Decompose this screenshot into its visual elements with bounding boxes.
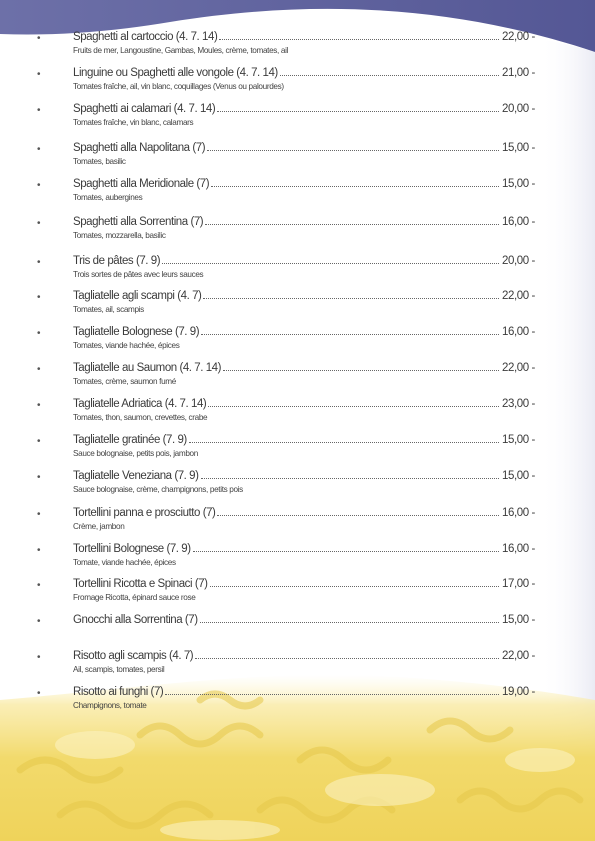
menu-item-row [73,178,535,190]
dish-price: 20,00 - [501,255,535,267]
dish-price: 17,00 - [501,578,535,590]
dish-name: Tagliatelle Veneziana (7. 9) [73,470,199,482]
dish-name: Tortellini panna e prosciutto (7) [73,507,216,519]
dish-name: Spaghetti alla Meridionale (7) [73,178,210,190]
dish-name: Spaghetti ai calamari (4. 7. 14) [73,103,216,115]
dot-leader [205,223,499,225]
menu-item [0,326,595,362]
menu-item-row [73,216,535,228]
menu-item-row [73,398,535,410]
dish-price: 15,00 - [501,142,535,154]
dish-name: Tris de pâtes (7. 9) [73,255,161,267]
dish-description: Tomates, aubergines [73,193,143,202]
bullet-icon: • [37,180,41,191]
menu-item [0,507,595,543]
dish-price: 16,00 - [501,507,535,519]
bullet-icon: • [37,218,41,229]
dish-name: Risotto agli scampis (4. 7) [73,650,194,662]
dish-description: Fromage Ricotta, épinard sauce rose [73,593,196,602]
menu-item-row [73,142,535,154]
menu-item-row [73,31,535,43]
dot-leader [223,369,499,371]
dish-description: Champignons, tomate [73,701,147,710]
dish-price: 15,00 - [501,470,535,482]
dish-description: Tomate, viande hachée, épices [73,558,176,567]
dish-description: Tomates fraîche, vin blanc, calamars [73,118,194,127]
dot-leader [201,477,499,479]
menu-item [0,434,595,470]
dish-price: 16,00 - [501,543,535,555]
dot-leader [208,405,499,407]
dot-leader [203,297,499,299]
dot-leader [193,550,499,552]
menu-item-row [73,470,535,482]
menu-item-row [73,614,535,626]
dish-description: Tomates, ail, scampis [73,305,144,314]
dot-leader [200,621,499,623]
dish-price: 16,00 - [501,326,535,338]
menu-item [0,216,595,252]
dish-price: 22,00 - [501,362,535,374]
dot-leader [162,262,499,264]
menu-item-row [73,686,535,698]
menu-item-row [73,290,535,302]
dish-name: Tagliatelle Bolognese (7. 9) [73,326,200,338]
dot-leader [210,585,499,587]
dish-name: Tagliatelle gratinée (7. 9) [73,434,187,446]
bullet-icon: • [37,33,41,44]
dot-leader [195,657,499,659]
menu-item [0,543,595,579]
dot-leader [217,514,499,516]
menu-item [0,614,595,650]
dish-description: Tomates, viande hachée, épices [73,341,180,350]
bullet-icon: • [37,364,41,375]
dish-description: Crème, jambon [73,522,125,531]
dot-leader [165,693,499,695]
menu-item [0,142,595,178]
dish-price: 16,00 - [501,216,535,228]
dish-price: 20,00 - [501,103,535,115]
dish-description: Tomates, thon, saumon, crevettes, crabe [73,413,208,422]
menu-item [0,178,595,214]
bullet-icon: • [37,257,41,268]
dish-price: 15,00 - [501,614,535,626]
dish-price: 23,00 - [501,398,535,410]
bullet-icon: • [37,688,41,699]
bullet-icon: • [37,545,41,556]
menu-item [0,398,595,434]
dish-price: 15,00 - [501,434,535,446]
menu-item-row [73,543,535,555]
menu-item-row [73,67,535,79]
dish-name: Linguine ou Spaghetti alle vongole (4. 7. 14) [73,67,278,79]
bullet-icon: • [37,400,41,411]
bullet-icon: • [37,144,41,155]
dish-description: Sauce bolognaise, crème, champignons, petits pois [73,485,243,494]
dish-description: Fruits de mer, Langoustine, Gambas, Moules, crème, tomates, ail [73,46,289,55]
dot-leader [211,185,499,187]
dish-description: Tomates, basilic [73,157,126,166]
dish-price: 22,00 - [501,650,535,662]
dot-leader [217,110,499,112]
menu-item-row [73,362,535,374]
bullet-icon: • [37,328,41,339]
dish-name: Tortellini Bolognese (7. 9) [73,543,191,555]
dish-description: Tomates, mozzarella, basilic [73,231,166,240]
menu-item-row [73,434,535,446]
menu-item-row [73,507,535,519]
bullet-icon: • [37,436,41,447]
dish-price: 22,00 - [501,290,535,302]
dish-name: Tagliatelle au Saumon (4. 7. 14) [73,362,221,374]
dish-name: Spaghetti alla Sorrentina (7) [73,216,204,228]
dish-description: Tomates fraîche, ail, vin blanc, coquillages (Venus ou palourdes) [73,82,284,91]
bullet-icon: • [37,616,41,627]
bullet-icon: • [37,652,41,663]
bullet-icon: • [37,580,41,591]
menu-item-row [73,103,535,115]
dish-name: Tagliatelle Adriatica (4. 7. 14) [73,398,207,410]
dish-price: 21,00 - [501,67,535,79]
dish-name: Spaghetti alla Napolitana (7) [73,142,206,154]
menu-item [0,255,595,291]
menu-item [0,31,595,67]
dot-leader [201,333,499,335]
bullet-icon: • [37,509,41,520]
dot-leader [189,441,499,443]
dish-name: Tortellini Ricotta e Spinaci (7) [73,578,208,590]
bullet-icon: • [37,69,41,80]
dish-description: Ail, scampis, tomates, persil [73,665,165,674]
menu-item-row [73,578,535,590]
menu-item-row [73,255,535,267]
dish-description: Sauce bolognaise, petits pois, jambon [73,449,198,458]
menu-item-row [73,326,535,338]
menu-item [0,67,595,103]
dot-leader [207,149,499,151]
menu-item [0,650,595,686]
bullet-icon: • [37,105,41,116]
menu-item-row [73,650,535,662]
menu-item [0,470,595,506]
bullet-icon: • [37,292,41,303]
menu-item [0,103,595,139]
dish-price: 22,00 - [501,31,535,43]
menu-item [0,290,595,326]
dish-description: Trois sortes de pâtes avec leurs sauces [73,270,204,279]
bullet-icon: • [37,472,41,483]
dish-name: Risotto ai funghi (7) [73,686,164,698]
menu-item [0,578,595,614]
dish-name: Gnocchi alla Sorrentina (7) [73,614,198,626]
menu-item [0,362,595,398]
dish-price: 19,00 - [501,686,535,698]
menu-item [0,686,595,722]
dish-price: 15,00 - [501,178,535,190]
dish-name: Tagliatelle agli scampi (4. 7) [73,290,202,302]
dish-description: Tomates, crème, saumon fumé [73,377,176,386]
dot-leader [280,74,499,76]
dish-name: Spaghetti al cartoccio (4. 7. 14) [73,31,218,43]
dot-leader [219,38,499,40]
